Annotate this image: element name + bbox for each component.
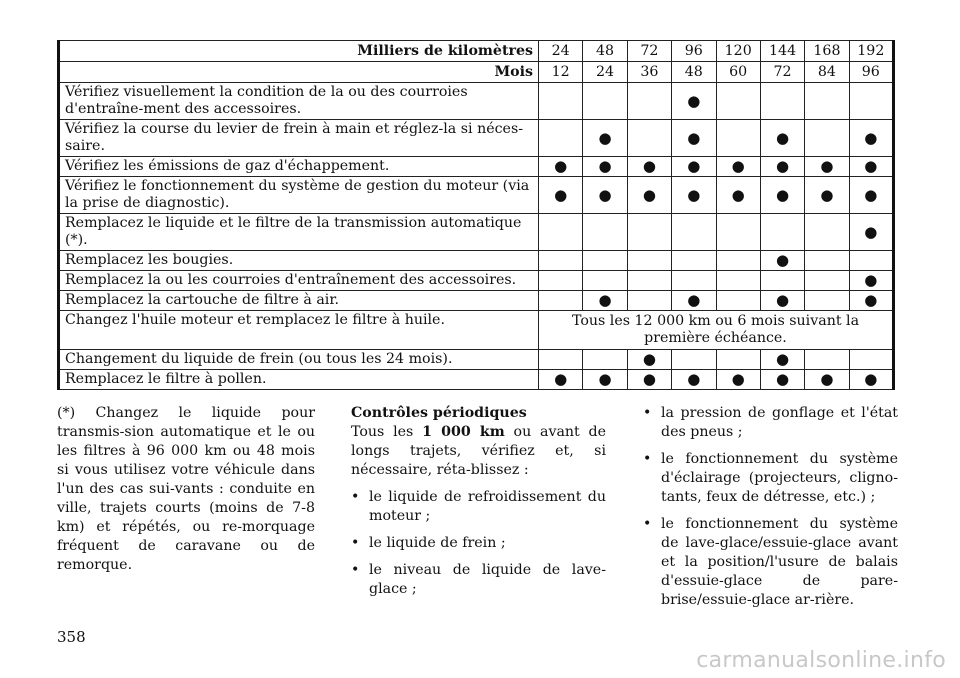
empty-cell	[805, 83, 849, 120]
empty-cell	[716, 350, 760, 370]
empty-cell	[583, 214, 627, 251]
scheduled-bullet: ●	[760, 120, 804, 157]
scheduled-bullet: ●	[583, 177, 627, 214]
empty-cell	[805, 271, 849, 291]
empty-cell	[849, 83, 893, 120]
task-description: Remplacez les bougies.	[59, 251, 539, 271]
schedule-row	[59, 291, 894, 311]
schedule-row	[59, 177, 894, 214]
schedule-row	[59, 251, 894, 271]
scheduled-bullet: ●	[627, 370, 671, 390]
empty-cell	[627, 251, 671, 271]
empty-cell	[583, 83, 627, 120]
scheduled-bullet: ●	[583, 291, 627, 311]
header-cell-month: 72	[760, 62, 804, 83]
schedule-row	[59, 370, 894, 390]
empty-cell	[627, 120, 671, 157]
scheduled-bullet: ●	[583, 157, 627, 177]
empty-cell	[627, 291, 671, 311]
empty-cell	[539, 214, 583, 251]
empty-cell	[716, 120, 760, 157]
scheduled-bullet: ●	[760, 350, 804, 370]
periodic-checks-list	[351, 488, 606, 599]
scheduled-bullet: ●	[849, 214, 893, 251]
schedule-row	[59, 311, 894, 350]
task-description: Changez l'huile moteur et remplacez le filtre à huile.	[59, 311, 539, 350]
scheduled-bullet: ●	[627, 177, 671, 214]
schedule-row	[59, 214, 894, 251]
header-row-kilometers	[59, 41, 894, 62]
empty-cell	[805, 350, 849, 370]
task-description: Remplacez le liquide et le filtre de la transmission automatique (*).	[59, 214, 539, 251]
periodic-checks-heading: Contrôles périodiques	[351, 405, 527, 421]
schedule-row	[59, 83, 894, 120]
scheduled-bullet: ●	[760, 157, 804, 177]
scheduled-bullet: ●	[760, 291, 804, 311]
check-item	[351, 561, 606, 599]
header-cell-month: 60	[716, 62, 760, 83]
scheduled-bullet: ●	[849, 157, 893, 177]
header-cell-km: 168	[805, 41, 849, 62]
schedule-row	[59, 271, 894, 291]
header-cell-km: 24	[539, 41, 583, 62]
empty-cell	[805, 120, 849, 157]
empty-cell	[672, 251, 716, 271]
bullet-icon: •	[351, 535, 360, 551]
empty-cell	[539, 271, 583, 291]
scheduled-bullet: ●	[583, 120, 627, 157]
scheduled-bullet: ●	[760, 370, 804, 390]
scheduled-bullet: ●	[539, 157, 583, 177]
check-item-text: le liquide de refroidissement du moteur ;	[369, 489, 606, 524]
bullet-icon: •	[643, 516, 652, 532]
check-item-text: le liquide de frein ;	[369, 535, 506, 551]
bullet-icon: •	[351, 489, 360, 505]
empty-cell	[627, 214, 671, 251]
header-cell-km: 72	[627, 41, 671, 62]
check-item-text: la pression de gonflage et l'état des pneus ;	[661, 405, 898, 440]
header-row-months	[59, 62, 894, 83]
task-description: Vérifiez visuellement la condition de la ou des courroies d'entraîne-ment des accessoires.	[59, 83, 539, 120]
empty-cell	[672, 271, 716, 291]
check-item-text: le fonctionnement du système de lave-glace/essuie-glace avant et la position/l'usure de balais d'essuie-glace de pare-brise/essuie-glace ar-rière.	[661, 516, 898, 608]
interval-note: Tous les 12 000 km ou 6 mois suivant la première échéance.	[539, 311, 894, 350]
check-item	[351, 534, 606, 553]
empty-cell	[849, 350, 893, 370]
header-cell-km: 96	[672, 41, 716, 62]
empty-cell	[539, 251, 583, 271]
header-cell-km: 48	[583, 41, 627, 62]
task-description: Vérifiez le fonctionnement du système de gestion du moteur (via la prise de diagnostic).	[59, 177, 539, 214]
footnote-column	[57, 404, 315, 575]
footnote-text: (*) Changez le liquide pour transmis-sion automatique et le ou les filtres à 96 000 km ou 48 mois si vous utilisez votre véhicule dans l'un des cas sui-vants : conduite en ville, trajets courts (moins de 7-8 km) et répétés, ou re-morquage fréquent de caravane ou de remorque.	[57, 405, 315, 573]
empty-cell	[583, 271, 627, 291]
check-item-text: le niveau de liquide de lave-glace ;	[369, 562, 606, 597]
periodic-checks-column	[351, 404, 606, 607]
scheduled-bullet: ●	[760, 251, 804, 271]
empty-cell	[539, 120, 583, 157]
check-item	[351, 488, 606, 526]
empty-cell	[539, 291, 583, 311]
empty-cell	[760, 83, 804, 120]
scheduled-bullet: ●	[539, 370, 583, 390]
scheduled-bullet: ●	[627, 157, 671, 177]
task-description: Vérifiez les émissions de gaz d'échappement.	[59, 157, 539, 177]
check-item	[643, 404, 898, 442]
scheduled-bullet: ●	[805, 157, 849, 177]
task-description: Remplacez la cartouche de filtre à air.	[59, 291, 539, 311]
empty-cell	[805, 291, 849, 311]
check-item-text: le fonctionnement du système d'éclairage (projecteurs, cligno-tants, feux de détresse, etc.) ;	[661, 451, 898, 505]
header-cell-month: 36	[627, 62, 671, 83]
scheduled-bullet: ●	[849, 370, 893, 390]
scheduled-bullet: ●	[805, 177, 849, 214]
empty-cell	[805, 251, 849, 271]
task-description: Remplacez la ou les courroies d'entraînement des accessoires.	[59, 271, 539, 291]
empty-cell	[760, 271, 804, 291]
check-item	[643, 515, 898, 610]
maintenance-schedule-table	[57, 40, 895, 390]
scheduled-bullet: ●	[672, 157, 716, 177]
header-cell-km: 192	[849, 41, 893, 62]
empty-cell	[760, 214, 804, 251]
scheduled-bullet: ●	[672, 370, 716, 390]
scheduled-bullet: ●	[672, 120, 716, 157]
scheduled-bullet: ●	[716, 370, 760, 390]
scheduled-bullet: ●	[716, 177, 760, 214]
empty-cell	[583, 251, 627, 271]
empty-cell	[539, 83, 583, 120]
header-label-months: Mois	[59, 62, 539, 83]
header-cell-km: 120	[716, 41, 760, 62]
scheduled-bullet: ●	[583, 370, 627, 390]
scheduled-bullet: ●	[672, 291, 716, 311]
header-cell-month: 96	[849, 62, 893, 83]
scheduled-bullet: ●	[849, 271, 893, 291]
empty-cell	[716, 291, 760, 311]
watermark-logo: carmanualsonline.info	[696, 648, 946, 673]
scheduled-bullet: ●	[760, 177, 804, 214]
scheduled-bullet: ●	[539, 177, 583, 214]
scheduled-bullet: ●	[849, 291, 893, 311]
scheduled-bullet: ●	[716, 157, 760, 177]
header-cell-month: 24	[583, 62, 627, 83]
schedule-row	[59, 120, 894, 157]
header-label-kilometers: Milliers de kilomètres	[59, 41, 539, 62]
bullet-icon: •	[643, 451, 652, 467]
empty-cell	[716, 214, 760, 251]
header-cell-km: 144	[760, 41, 804, 62]
header-cell-month: 12	[539, 62, 583, 83]
scheduled-bullet: ●	[805, 370, 849, 390]
bullet-icon: •	[643, 405, 652, 421]
periodic-checks-list-continued	[643, 404, 898, 610]
check-item	[643, 450, 898, 507]
scheduled-bullet: ●	[627, 350, 671, 370]
periodic-checks-column-continued	[643, 404, 898, 618]
empty-cell	[539, 350, 583, 370]
scheduled-bullet: ●	[672, 83, 716, 120]
scheduled-bullet: ●	[849, 120, 893, 157]
task-description: Changement du liquide de frein (ou tous les 24 mois).	[59, 350, 539, 370]
page-number: 358	[57, 628, 86, 646]
empty-cell	[627, 83, 671, 120]
empty-cell	[716, 271, 760, 291]
empty-cell	[849, 251, 893, 271]
header-cell-month: 84	[805, 62, 849, 83]
empty-cell	[805, 214, 849, 251]
empty-cell	[627, 271, 671, 291]
header-cell-month: 48	[672, 62, 716, 83]
empty-cell	[716, 83, 760, 120]
scheduled-bullet: ●	[672, 177, 716, 214]
schedule-row	[59, 350, 894, 370]
scheduled-bullet: ●	[849, 177, 893, 214]
empty-cell	[672, 350, 716, 370]
empty-cell	[716, 251, 760, 271]
empty-cell	[672, 214, 716, 251]
empty-cell	[583, 350, 627, 370]
periodic-checks-intro: Tous les 1 000 km ou avant de longs trajets, vérifiez et, si nécessaire, réta-blissez :	[351, 424, 606, 478]
bullet-icon: •	[351, 562, 360, 578]
task-description: Vérifiez la course du levier de frein à main et réglez-la si néces-saire.	[59, 120, 539, 157]
schedule-row	[59, 157, 894, 177]
task-description: Remplacez le filtre à pollen.	[59, 370, 539, 390]
